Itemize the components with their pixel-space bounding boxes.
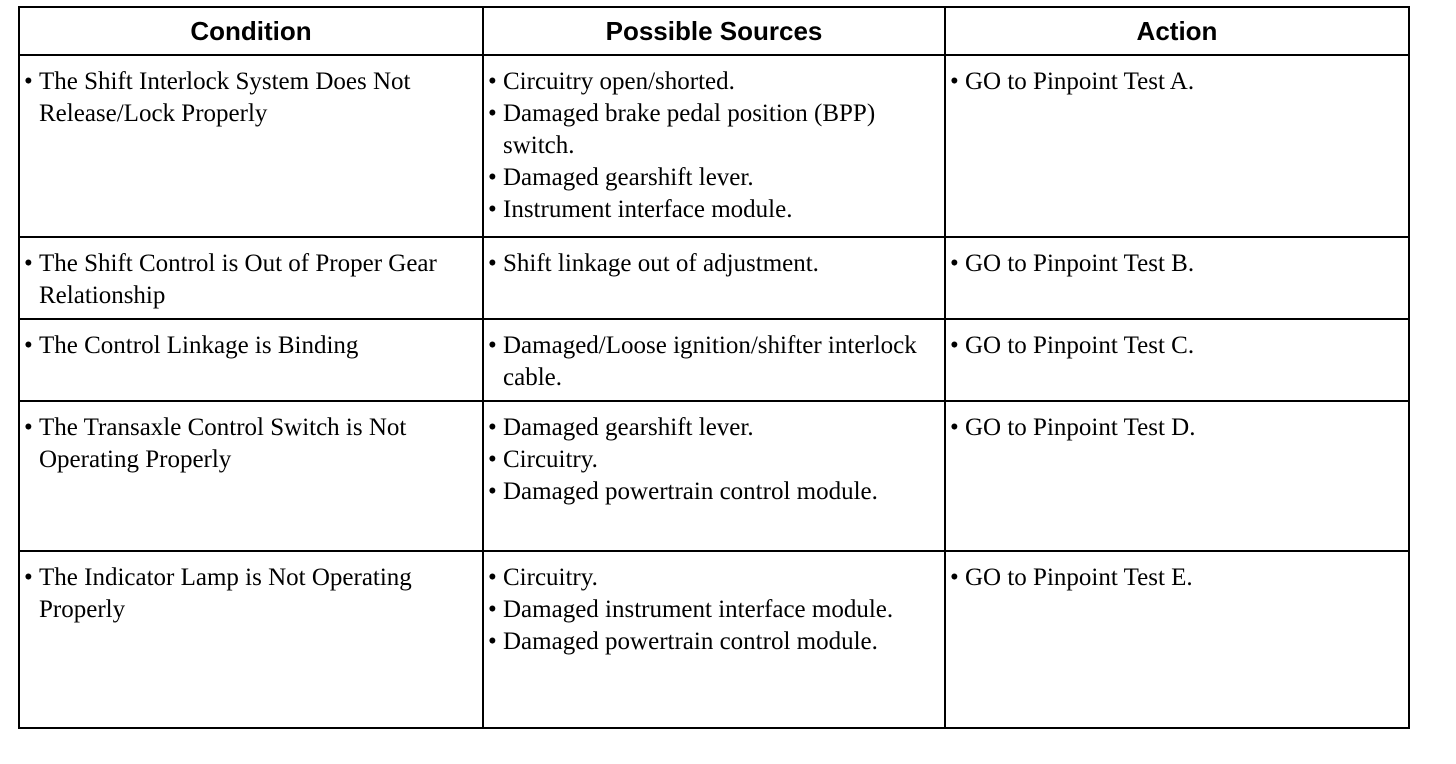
action-text: • GO to Pinpoint Test A. [950, 66, 1404, 98]
possible-sources-cell [483, 237, 945, 319]
condition-cell [19, 401, 483, 551]
source-item: • Circuitry open/shorted. [488, 66, 940, 98]
table-row [19, 55, 1409, 237]
condition-cell [19, 319, 483, 401]
possible-sources-cell [483, 551, 945, 728]
source-item: • Damaged instrument interface module. [488, 594, 940, 626]
action-cell [945, 551, 1409, 728]
table-row [19, 401, 1409, 551]
action-text: • GO to Pinpoint Test C. [950, 330, 1404, 362]
condition-text: • The Control Linkage is Binding [24, 330, 478, 362]
possible-sources-cell [483, 319, 945, 401]
action-cell [945, 319, 1409, 401]
condition-text: • The Transaxle Control Switch is Not Operating Properly [24, 412, 478, 476]
action-cell [945, 401, 1409, 551]
diagnosis-table-container [18, 6, 1408, 729]
source-item: • Damaged/Loose ignition/shifter interlock cable. [488, 330, 940, 394]
table-row [19, 319, 1409, 401]
source-item: • Instrument interface module. [488, 194, 940, 226]
source-item: • Damaged powertrain control module. [488, 626, 940, 658]
symptom-chart-table [18, 6, 1410, 729]
action-text: • GO to Pinpoint Test E. [950, 562, 1404, 594]
source-item: • Damaged brake pedal position (BPP) switch. [488, 98, 940, 162]
action-header: Action [945, 7, 1409, 55]
source-item: • Circuitry. [488, 444, 940, 476]
action-text: • GO to Pinpoint Test D. [950, 412, 1404, 444]
table-row [19, 237, 1409, 319]
possible-sources-header: Possible Sources [483, 7, 945, 55]
possible-sources-cell [483, 55, 945, 237]
action-cell [945, 237, 1409, 319]
source-item: • Damaged gearshift lever. [488, 412, 940, 444]
header-row [19, 7, 1409, 55]
condition-cell [19, 551, 483, 728]
condition-cell [19, 55, 483, 237]
action-cell [945, 55, 1409, 237]
possible-sources-cell [483, 401, 945, 551]
source-item: • Damaged gearshift lever. [488, 162, 940, 194]
condition-text: • The Shift Control is Out of Proper Gear Relationship [24, 248, 478, 312]
source-item: • Circuitry. [488, 562, 940, 594]
source-item: • Shift linkage out of adjustment. [488, 248, 940, 280]
condition-cell [19, 237, 483, 319]
action-text: • GO to Pinpoint Test B. [950, 248, 1404, 280]
source-item: • Damaged powertrain control module. [488, 476, 940, 508]
condition-header: Condition [19, 7, 483, 55]
condition-text: • The Indicator Lamp is Not Operating Properly [24, 562, 478, 626]
table-row [19, 551, 1409, 728]
condition-text: • The Shift Interlock System Does Not Release/Lock Properly [24, 66, 478, 130]
